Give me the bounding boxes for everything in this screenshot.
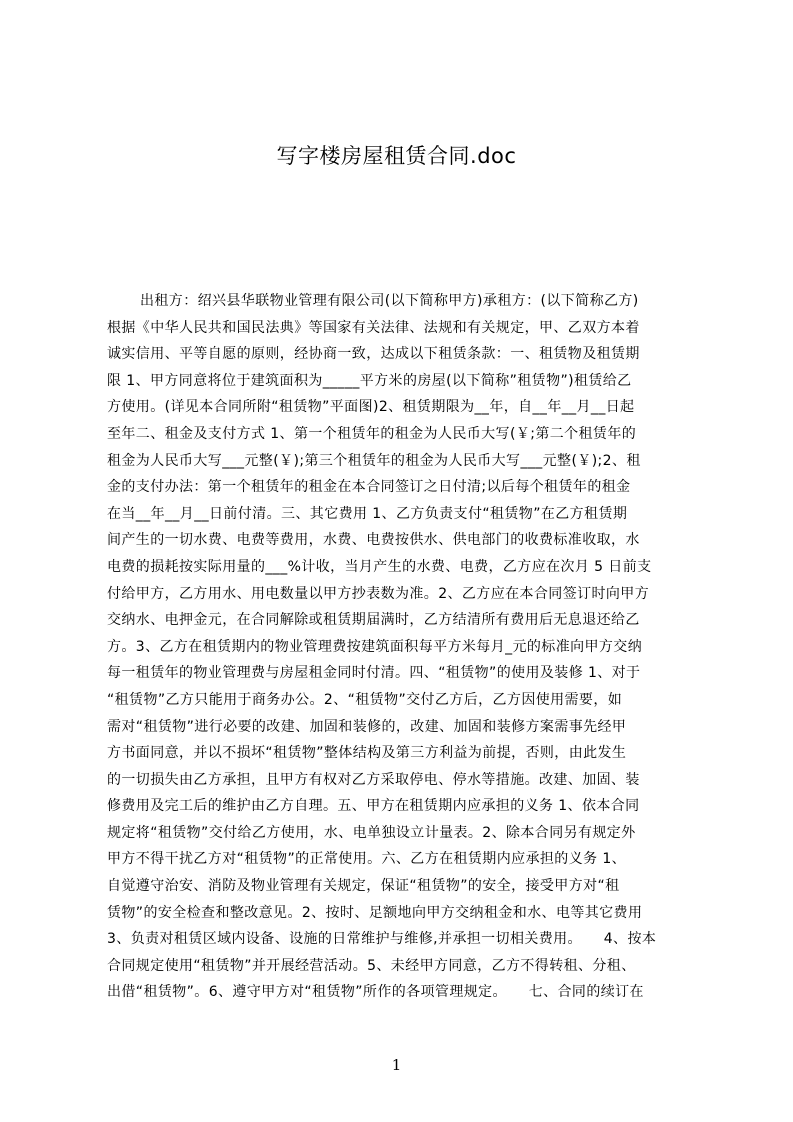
body-text-line: 间产生的一切水费、电费等费用，水费、电费按供水、供电部门的收费标准收取，水 — [107, 532, 640, 549]
body-text-line: 赁物”的安全检查和整改意见。2、按时、足额地向甲方交纳租金和水、电等其它费用 — [107, 904, 643, 921]
body-text-line: 修费用及完工后的维护由乙方自理。五、甲方在租赁期内应承担的义务 1、依本合同 — [107, 798, 640, 815]
document-title: 写字楼房屋租赁合同.doc — [276, 144, 517, 168]
body-text-line: 自觉遵守治安、消防及物业管理有关规定，保证“租赁物”的安全，接受甲方对“租 — [107, 878, 620, 895]
body-text-line: 方书面同意，并以不损坏“租赁物”整体结构及第三方利益为前提，否则，由此发生 — [107, 745, 627, 762]
body-text-line: 出借“租赁物”。6、遵守甲方对“租赁物”所作的各项管理规定。 七、合同的续订在 — [107, 984, 644, 1001]
body-text-line: 付给甲方，乙方用水、用电数量以甲方抄表数为准。2、乙方应在本合同签订时向甲方 — [107, 585, 650, 602]
document-body — [107, 288, 697, 1006]
body-text-line: 需对“租赁物”进行必要的改建、加固和装修的，改建、加固和装修方案需事先经甲 — [107, 718, 627, 735]
body-text-line: 甲方不得干扰乙方对“租赁物”的正常使用。六、乙方在租赁期内应承担的义务 1、 — [107, 851, 627, 868]
body-text-line: 在当__年__月__日前付清。三、其它费用 1、乙方负责支付“租赁物”在乙方租赁期 — [107, 505, 628, 522]
body-text-line: 方使用。(详见本合同所附“租赁物”平面图)2、租赁期限为__年，自__年__月__日起 — [107, 399, 635, 416]
body-text-line: 根据《中华人民共和国民法典》等国家有关法律、法规和有关规定，甲、乙双方本着 — [107, 319, 640, 336]
body-text-line: 金的支付办法：第一个租赁年的租金在本合同签订之日付清;以后每个租赁年的租金 — [107, 479, 631, 496]
body-text-line: 交纳水、电押金元，在合同解除或租赁期届满时，乙方结清所有费用后无息退还给乙 — [107, 612, 640, 629]
body-text-line: 至年二、租金及支付方式 1、第一个租赁年的租金为人民币大写(￥;第二个租赁年的 — [107, 425, 637, 442]
body-text-line: 的一切损失由乙方承担，且甲方有权对乙方采取停电、停水等措施。改建、加固、装 — [107, 771, 640, 788]
body-text-line: 租金为人民币大写___元整(￥);第三个租赁年的租金为人民币大写___元整(￥);2、租 — [107, 452, 641, 469]
body-text-line: 方。3、乙方在租赁期内的物业管理费按建筑面积每平方米每月_元的标准向甲方交纳 — [107, 638, 643, 655]
body-text-line: 出租方：绍兴县华联物业管理有限公司(以下简称甲方)承租方：(以下简称乙方) — [140, 293, 639, 309]
page-number: 1 — [391, 1056, 402, 1074]
body-text-line: 诚实信用、平等自愿的原则，经协商一致，达成以下租赁条款：一、租赁物及租赁期 — [107, 346, 640, 363]
body-text-line: 3、负责对租赁区域内设备、设施的日常维护与维修,并承担一切相关费用。 4、按本 — [107, 931, 657, 948]
body-text-line: 规定将“租赁物”交付给乙方使用，水、电单独设立计量表。2、除本合同另有规定外 — [107, 824, 636, 841]
body-text-line: 限 1、甲方同意将位于建筑面积为_____平方米的房屋(以下简称”租赁物”)租赁给乙 — [107, 372, 632, 389]
body-text-line: 合同规定使用“租赁物”并开展经营活动。5、未经甲方同意，乙方不得转租、分租、 — [107, 957, 636, 974]
body-text-line: “租赁物”乙方只能用于商务办公。2、“租赁物”交付乙方后，乙方因使用需要，如 — [107, 691, 623, 708]
body-text-line: 每一租赁年的物业管理费与房屋租金同时付清。四、“租赁物”的使用及装修 1、对于 — [107, 665, 641, 682]
body-text-line: 电费的损耗按实际用量的___%计收，当月产生的水费、电费，乙方应在次月 5 日前支 — [107, 558, 652, 575]
